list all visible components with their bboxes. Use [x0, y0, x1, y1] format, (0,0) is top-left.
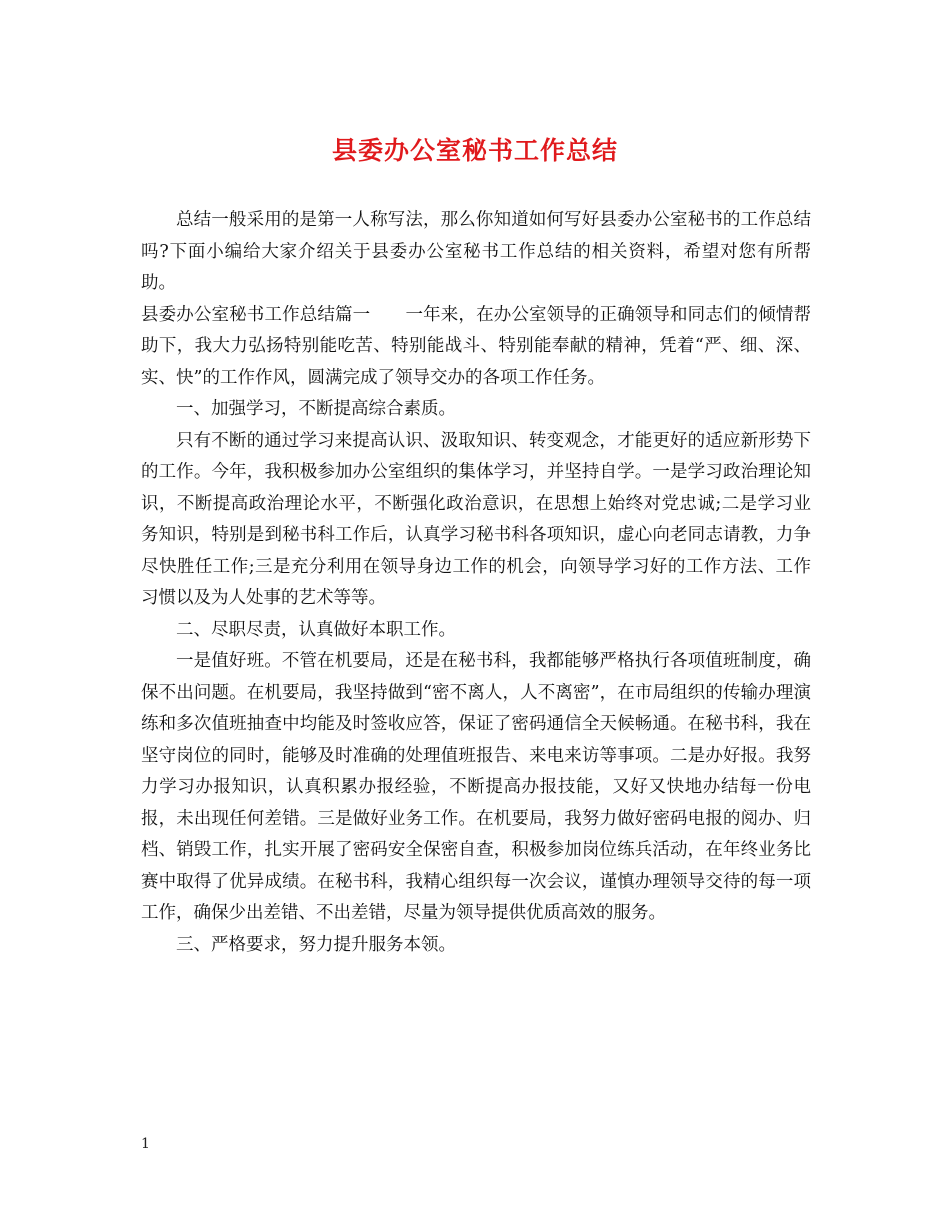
paragraph-section-heading: 县委办公室秘书工作总结篇一 一年来，在办公室领导的正确领导和同志们的倾情帮助下，我大力弘扬特别能吃苦、特别能战斗、特别能奉献的精神，凭着“严、细、深、实、快”的工作作风，圆满完成了领导交办的各项工作任务。: [141, 304, 811, 388]
document-body: [141, 205, 811, 961]
page-number: 1: [141, 1136, 150, 1152]
paragraph-study: 只有不断的通过学习来提高认识、汲取知识、转变观念，才能更好的适应新形势下的工作。今年，我积极参加办公室组织的集体学习，并坚持自学。一是学习政治理论知识，不断提高政治理论水平，不断强化政治意识，在思想上始终对党忠诚;二是学习业务知识，特别是到秘书科工作后，认真学习秘书科各项知识，虚心向老同志请教，力争尽快胜任工作;三是充分利用在领导身边工作的机会，向领导学习好的工作方法、工作习惯以及为人处事的艺术等等。: [141, 430, 811, 608]
paragraph-heading-1: 一、加强学习，不断提高综合素质。: [176, 399, 456, 419]
paragraph-heading-3: 三、严格要求，努力提升服务本领。: [176, 934, 456, 955]
paragraph-duty: 一是值好班。不管在机要局，还是在秘书科，我都能够严格执行各项值班制度，确保不出问题。在机要局，我坚持做到“密不离人，人不离密”，在市局组织的传输办理演练和多次值班抽查中均能及时签收应答，保证了密码通信全天候畅通。在秘书科，我在坚守岗位的同时，能够及时准确的处理值班报告、来电来访等事项。二是办好报。我努力学习办报知识，认真积累办报经验，不断提高办报技能，又好又快地办结每一份电报，未出现任何差错。三是做好业务工作。在机要局，我努力做好密码电报的阅办、归档、销毁工作，扎实开展了密码安全保密自查，积极参加岗位练兵活动，在年终业务比赛中取得了优异成绩。在秘书科，我精心组织每一次会议，谨慎办理领导交待的每一项工作，确保少出差错、不出差错，尽量为领导提供优质高效的服务。: [141, 651, 811, 923]
paragraph-intro: 总结一般采用的是第一人称写法，那么你知道如何写好县委办公室秘书的工作总结吗?下面小编给大家介绍关于县委办公室秘书工作总结的相关资料，希望对您有所帮助。: [141, 210, 811, 293]
document-title: 县委办公室秘书工作总结: [331, 136, 618, 165]
paragraph-heading-2: 二、尽职尽责，认真做好本职工作。: [176, 619, 456, 640]
